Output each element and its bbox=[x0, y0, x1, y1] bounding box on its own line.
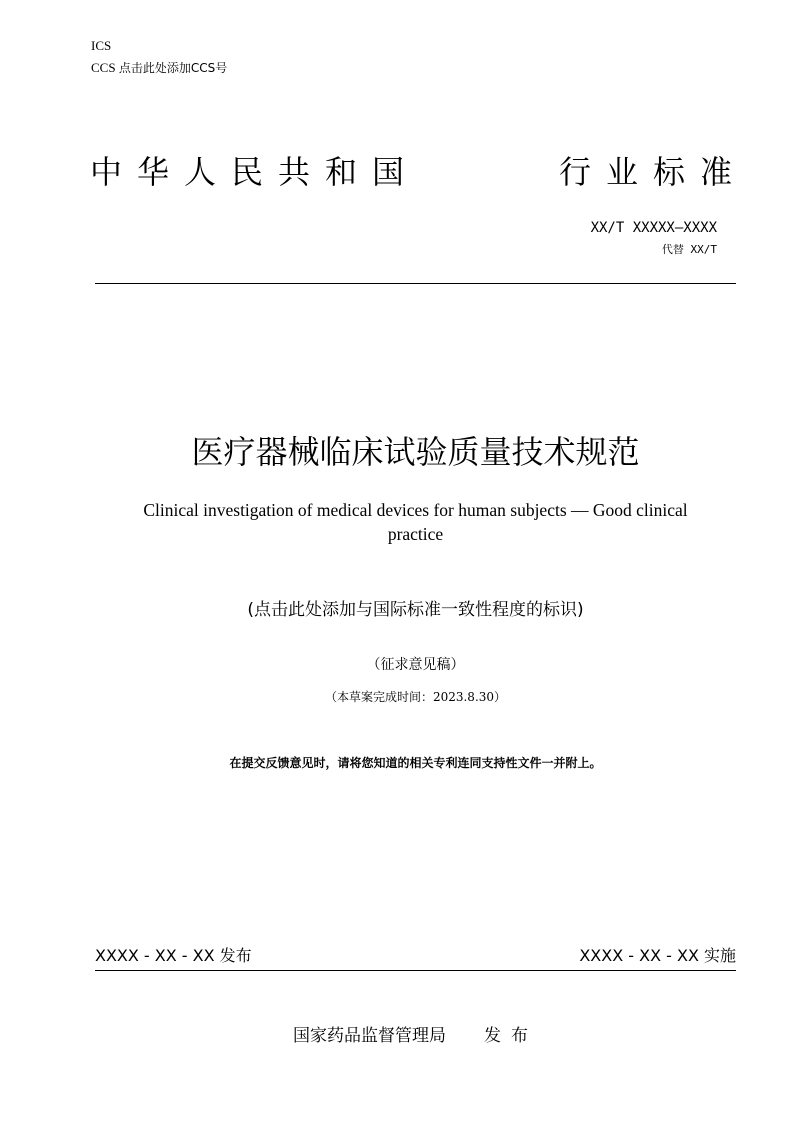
ccs-line bbox=[91, 60, 227, 76]
implement-date[interactable]: XXXX - XX - XX 实施 bbox=[579, 946, 736, 965]
standard-type-heading: 行业标准 bbox=[559, 153, 748, 191]
ccs-placeholder[interactable]: 点击此处添加CCS号 bbox=[118, 61, 228, 75]
document-title-cn: 医疗器械临床试验质量技术规范 bbox=[191, 433, 640, 471]
ics-label: ICS bbox=[91, 38, 112, 53]
conformity-note[interactable]: (点击此处添加与国际标准一致性程度的标识) bbox=[247, 600, 584, 620]
header-divider bbox=[95, 283, 736, 284]
patent-notice: 在提交反馈意见时，请将您知道的相关专利连同支持性文件一并附上。 bbox=[229, 756, 602, 770]
country-heading: 中华人民共和国 bbox=[90, 153, 420, 191]
document-title-en: Clinical investigation of medical devices for human subjects — Good clinical practice bbox=[143, 500, 688, 544]
publisher-line bbox=[95, 1024, 736, 1048]
draft-date: （本草案完成时间：2023.8.30） bbox=[324, 690, 507, 704]
replaces-note[interactable]: 代替 XX/T bbox=[661, 243, 717, 256]
footer-divider bbox=[95, 970, 736, 971]
ccs-label: CCS bbox=[91, 60, 116, 75]
draft-status: （征求意见稿） bbox=[366, 657, 465, 673]
issue-word: 发布 bbox=[484, 1026, 538, 1046]
issue-date[interactable]: XXXX - XX - XX 发布 bbox=[95, 946, 252, 965]
issuer-name: 国家药品监督管理局 bbox=[293, 1026, 446, 1046]
standard-number[interactable]: XX/T XXXXX—XXXX bbox=[590, 220, 717, 236]
